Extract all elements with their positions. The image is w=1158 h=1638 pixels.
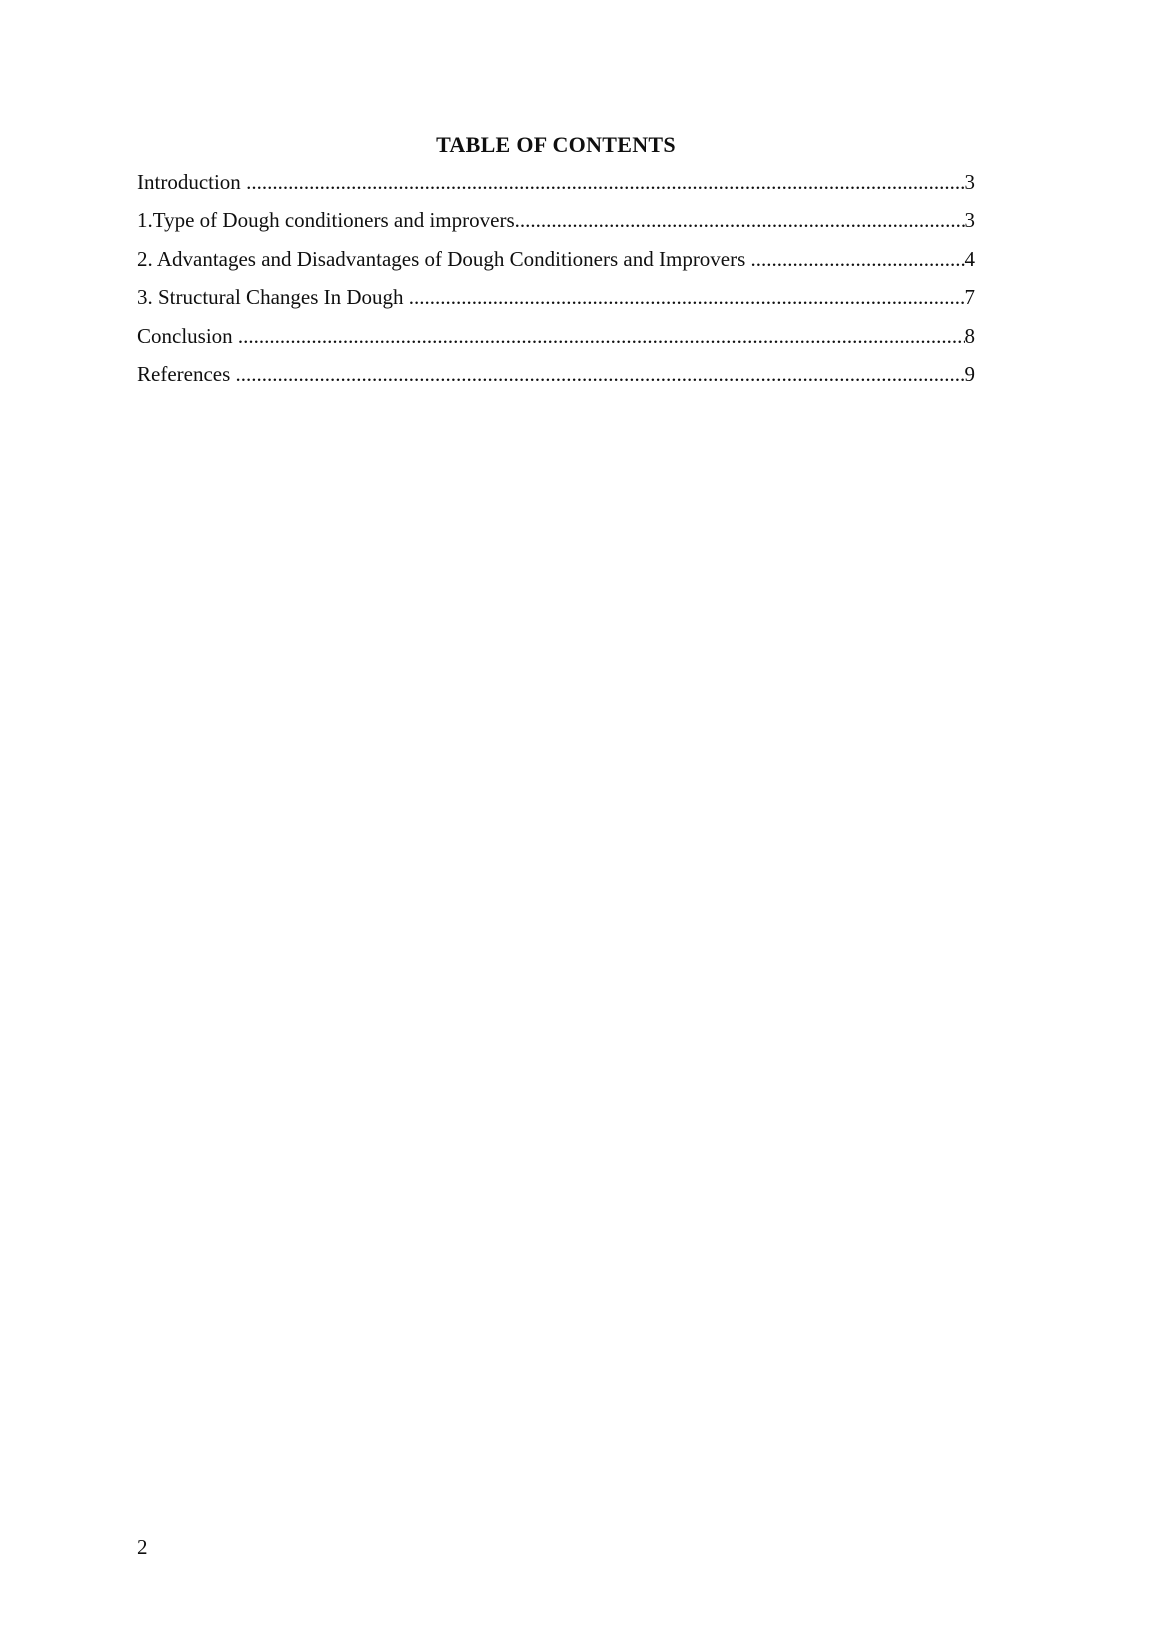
footer-page-number: 2 <box>137 1535 148 1559</box>
dot-leader <box>409 285 965 310</box>
toc-entry-page-number: 7 <box>964 285 975 310</box>
toc-entry-label: References <box>137 361 236 386</box>
toc-entry-page-number: 3 <box>964 208 975 233</box>
toc-entry-page-number: 9 <box>964 361 975 386</box>
table-of-contents <box>137 170 975 400</box>
dot-leader <box>751 247 965 272</box>
toc-entry-page-number: 8 <box>964 323 975 348</box>
page-title: TABLE OF CONTENTS <box>436 132 676 157</box>
toc-entry-structural-changes[interactable] <box>137 285 975 323</box>
toc-entry-page-number: 4 <box>964 246 975 271</box>
toc-entry-advantages-disadvantages[interactable] <box>137 247 975 285</box>
dot-leader <box>238 324 965 349</box>
toc-entry-conclusion[interactable] <box>137 324 975 362</box>
toc-entry-page-number: 3 <box>964 170 975 194</box>
toc-entry-introduction[interactable] <box>137 170 975 208</box>
toc-entry-label: 1.Type of Dough conditioners and improvers <box>137 208 515 233</box>
toc-entry-label: 3. Structural Changes In Dough <box>137 285 409 310</box>
toc-entry-label: Introduction <box>137 170 247 194</box>
dot-leader <box>246 170 964 195</box>
dot-leader <box>515 208 965 233</box>
toc-section <box>137 130 975 400</box>
toc-entry-types-of-dough-conditioners[interactable] <box>137 208 975 246</box>
toc-entry-label: Conclusion <box>137 323 238 348</box>
dot-leader <box>236 362 965 387</box>
toc-entry-references[interactable] <box>137 362 975 400</box>
toc-entry-label: 2. Advantages and Disadvantages of Dough Conditioners and Improvers <box>137 246 751 271</box>
